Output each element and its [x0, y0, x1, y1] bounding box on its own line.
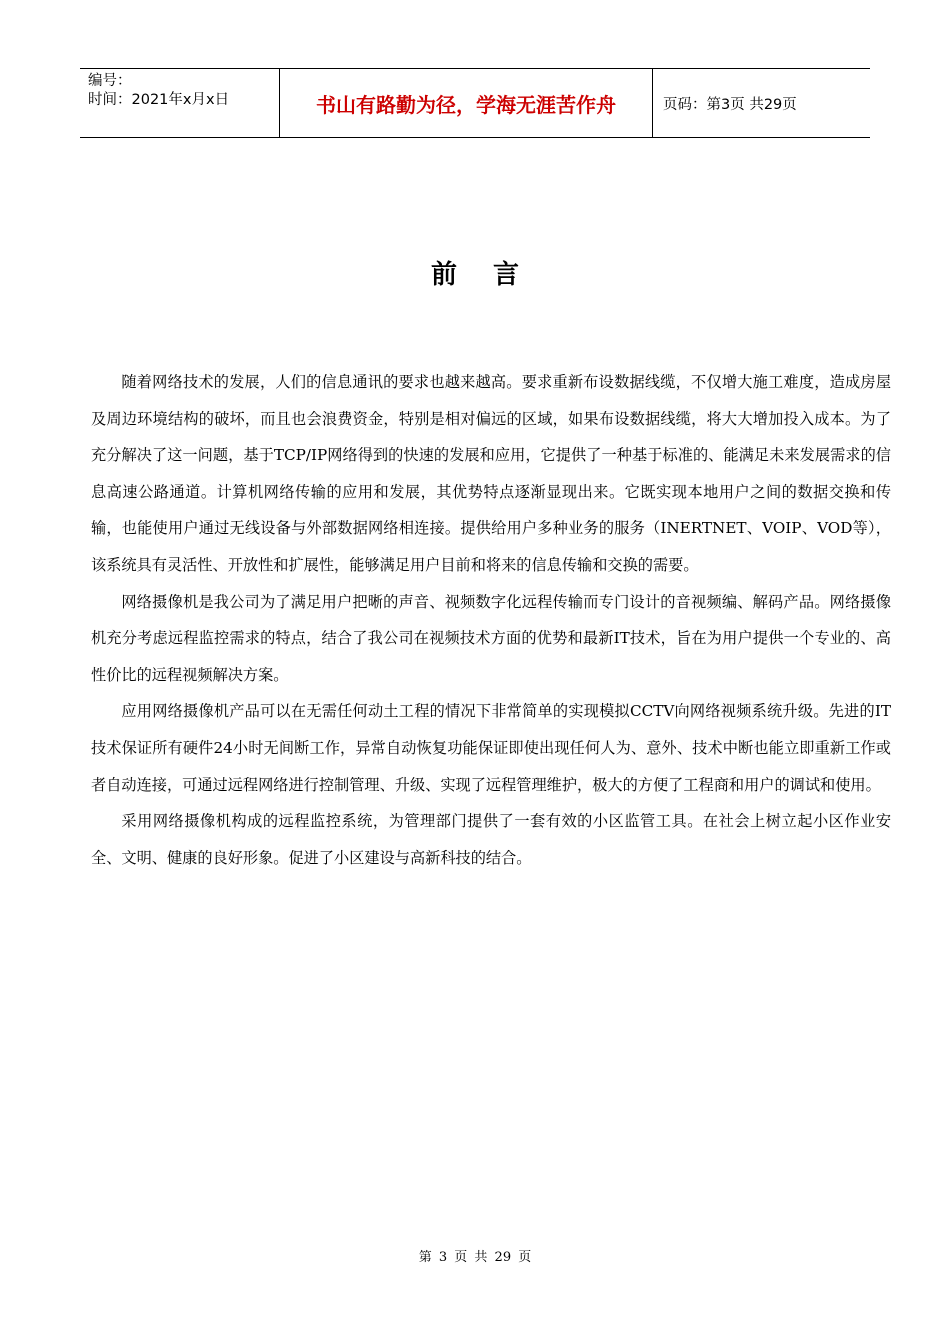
paragraph: 随着网络技术的发展，人们的信息通讯的要求也越来越高。要求重新布设数据线缆，不仅增大施工难度，造成房屋及周边环境结构的破坏，而且也会浪费资金，特别是相对偏远的区域，如果布设数据线缆，将大大增加投入成本。为了充分解决了这一问题，基于TCP/IP网络得到的快速的发展和应用，它提供了一种基于标准的、能满足未来发展需求的信息高速公路通道。计算机网络传输的应用和发展，其优势特点逐渐显现出来。它既实现本地用户之间的数据交换和传输，也能使用户通过无线设备与外部数据网络相连接。提供给用户多种业务的服务（INERTNET、VOIP、VOD等），该系统具有灵活性、开放性和扩展性，能够满足用户目前和将来的信息传输和交换的需要。: [91, 373, 891, 574]
document-body: [91, 364, 891, 876]
header-meta: [80, 69, 280, 137]
page-title: 前言: [430, 260, 555, 290]
paragraph: 网络摄像机是我公司为了满足用户把晰的声音、视频数字化远程传输而专门设计的音视频编、解码产品。网络摄像机充分考虑远程监控需求的特点，结合了我公司在视频技术方面的优势和最新IT技术，旨在为用户提供一个专业的、高性价比的远程视频解决方案。: [91, 592, 891, 684]
page-footer: 第 3 页 共 29 页: [418, 1250, 532, 1265]
document-date: 时间：2021年x月x日: [88, 92, 230, 108]
document-number: 编号：: [88, 73, 132, 89]
header-motto: 书山有路勤为径，学海无涯苦作舟: [280, 69, 653, 137]
paragraph: 应用网络摄像机产品可以在无需任何动土工程的情况下非常简单的实现模拟CCTV向网络视频系统升级。先进的IT技术保证所有硬件24小时无间断工作，异常自动恢复功能保证即使出现任何人为、意外、技术中断也能立即重新工作或者自动连接，可通过远程网络进行控制管理、升级、实现了远程管理维护，极大的方便了工程商和用户的调试和使用。: [91, 702, 891, 794]
header-page-info: 页码：第3页 共29页: [663, 96, 797, 113]
paragraph: 采用网络摄像机构成的远程监控系统，为管理部门提供了一套有效的小区监管工具。在社会上树立起小区作业安全、文明、健康的良好形象。促进了小区建设与高新科技的结合。: [91, 812, 891, 867]
page-header: [80, 68, 870, 138]
